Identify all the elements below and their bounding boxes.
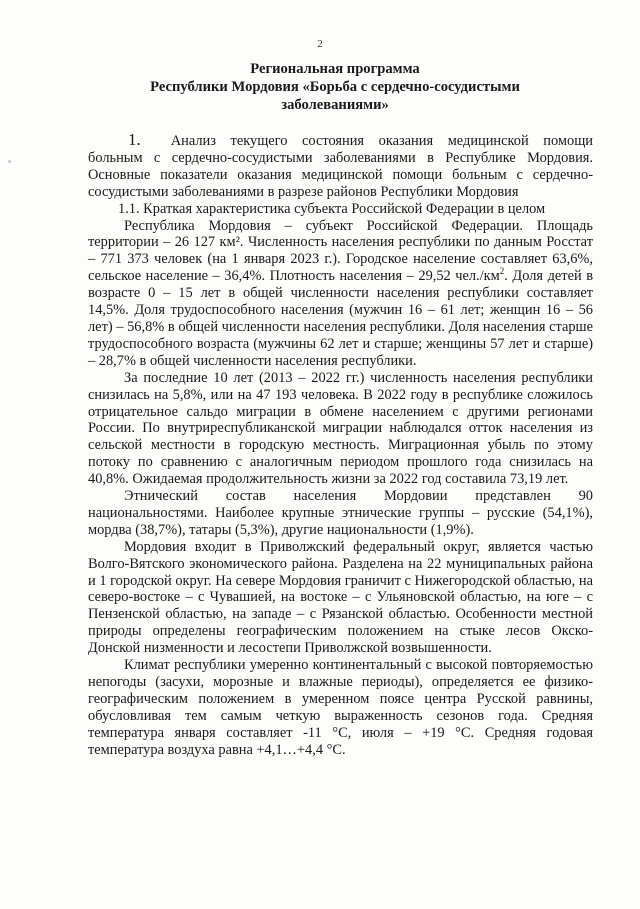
paragraph-ethnic-composition: Этнический состав населения Мордовии представлен 90 национальностями. Наиболее крупные этнические группы – русские (54,1%), мордва (38,7%), татары (5,3%), другие национальности (1,9%).: [88, 488, 593, 538]
title-line-2: Республики Мордовия «Борьба с сердечно-сосудистыми: [150, 79, 520, 95]
section-number: 1.: [128, 130, 141, 149]
paragraph-population-change: За последние 10 лет (2013 – 2022 гг.) численность населения республики снизилась на 5,8%, или на 47 193 человека. В 2022 году в республике сложилось отрицательное сальдо миграции в обмене населением с другими регионами России. По внутриреспубликанской миграции наблюдался отток населения из сельской местности в городскую местность. Миграционная убыль по этому потоку по сравнению с аналогичным периодом прошлого года снизилась на 40,8%. Ожидаемая продолжительность жизни за 2022 год составила 73,19 лет.: [88, 369, 593, 488]
paragraph-text: Республика Мордовия – субъект Российской Федерации. Площадь территории – 26 127 км². Численность населения республики по данным Росстат – 771 373 человек (на 1 января 2023 г.). Городское население составляет 63,6%, сельское население – 36,4%. Плотность населения – 29,52 чел./км: [88, 217, 593, 285]
title-line-1: Региональная программа: [250, 61, 420, 77]
title-line-3: заболеваниями»: [281, 97, 389, 113]
document-body: [88, 132, 593, 759]
paragraph-text: . Доля детей в возрасте 0 – 15 лет в общей численности населения республики составляет 14,5%. Доля трудоспособного населения (мужчин 16 – 61 лет; женщин 16 – 56 лет) – 56,8% в общей численности населения республики. Доля населения старше трудоспособного возраста (мужчины 62 лет и старше; женщины 57 лет и старше) – 28,7% в общей численности населения республики.: [88, 268, 593, 369]
paragraph-area-population: [88, 218, 593, 370]
superscript: 2: [499, 266, 505, 277]
scan-mark: [8, 160, 11, 163]
paragraph-geography: Мордовия входит в Приволжский федеральный округ, является частью Волго-Вятского экономического района. Разделена на 22 муниципальных района и 1 городской округ. На севере Мордовия граничит с Нижегородской областью, на северо-востоке – с Чувашией, на востоке – с Ульяновской областью, на юге – с Пензенской областью, на западе – с Рязанской областью. Особенности местной природы определены географическим положением на стыке лесов Окско-Донской низменности и лесостепи Приволжской возвышенности.: [88, 538, 593, 657]
document-title: [70, 60, 600, 114]
section-heading: [88, 132, 593, 201]
paragraph-climate: Климат республики умеренно континентальный с высокой повторяемостью непогоды (засухи, морозные и влажные периоды), определяется ее физико-географическим положением в умеренном поясе центра Русской равнины, обусловливая тем самым четкую выраженность сезонов года. Средняя температура января составляет -11 °С, июля – +19 °С. Средняя годовая температура воздуха равна +4,1…+4,4 °С.: [88, 657, 593, 758]
section-text: Анализ текущего состояния оказания медицинской помощи больным с сердечно-сосудистыми заболеваниями в Республике Мордовия. Основные показатели оказания медицинской помощи больным с сердечно-сосудистыми заболеваниями в разрезе районов Республики Мордовия: [88, 133, 593, 200]
page-number: 2: [317, 38, 323, 50]
subsection-heading: 1.1. Краткая характеристика субъекта Российской Федерации в целом: [118, 200, 546, 217]
